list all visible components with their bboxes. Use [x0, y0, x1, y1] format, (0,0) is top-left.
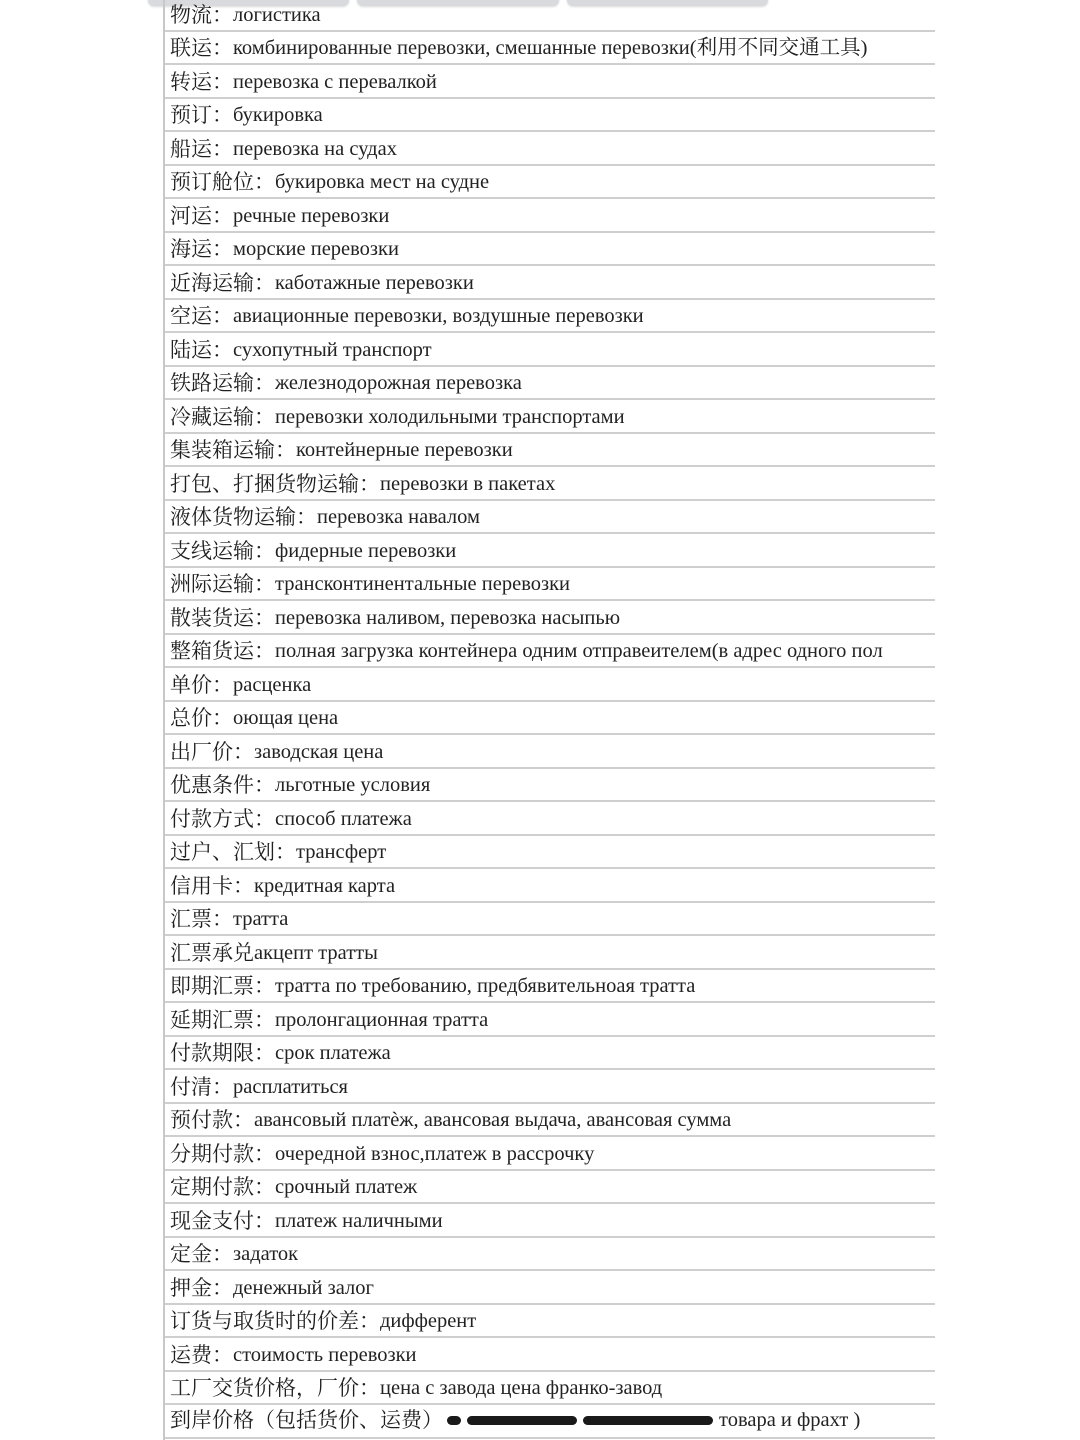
term-zh: 散装货运： — [170, 605, 275, 630]
glossary-row — [165, 1003, 935, 1037]
term-zh: 洲际运输： — [170, 572, 275, 596]
term-ru: фидерные перевозки — [275, 539, 457, 562]
term-ru: авиационные перевозки, воздушные перевозки — [233, 305, 644, 327]
term-ru: трансферт — [296, 841, 387, 863]
term-zh: 整箱货运： — [170, 639, 275, 663]
term-ru: тратта по требованию, предбявительноая тратта — [275, 975, 696, 997]
term-zh: 过户、汇划： — [170, 840, 296, 864]
glossary-row — [165, 400, 935, 434]
term-zh: 打包、打捆货物运输： — [170, 471, 380, 496]
term-zh: 单价： — [170, 672, 233, 697]
glossary-row — [165, 467, 935, 501]
term-zh: 集装箱运输： — [170, 438, 296, 462]
term-zh: 押金： — [170, 1275, 233, 1300]
glossary-row — [165, 1070, 935, 1104]
term-ru: расплатиться — [233, 1075, 348, 1098]
term-zh: 汇票： — [170, 907, 233, 931]
term-zh: 联运： — [170, 36, 233, 60]
term-zh: 付款期限： — [170, 1041, 275, 1065]
term-ru: способ платежа — [275, 807, 412, 830]
term-ru: денежный залог — [233, 1276, 374, 1299]
term-ru: дифферент — [380, 1310, 477, 1332]
term-zh: 预订舱位： — [170, 170, 275, 194]
term-ru: контейнерные перевозки — [296, 439, 513, 461]
term-zh: 出厂价： — [170, 739, 254, 764]
glossary-row — [165, 501, 935, 535]
term-ru: полная загрузка контейнера одним отправеителем(в адрес одного пол — [275, 640, 883, 662]
term-zh: 分期付款： — [170, 1141, 275, 1166]
term-ru: логистика — [233, 3, 321, 26]
term-ru: морские перевозки — [233, 238, 399, 260]
glossary-row — [165, 199, 935, 233]
glossary-row — [165, 1372, 935, 1406]
redaction-mark — [447, 1416, 461, 1425]
glossary-row — [165, 1137, 935, 1171]
term-zh: 运费： — [170, 1342, 233, 1367]
term-zh: 信用卡： — [170, 873, 254, 898]
term-zh: 空运： — [170, 304, 233, 328]
glossary-row — [165, 568, 935, 602]
glossary-row — [165, 1171, 935, 1205]
glossary-row — [165, 769, 935, 803]
term-zh: 定金： — [170, 1242, 233, 1266]
term-ru: каботажные перевозки — [275, 271, 474, 294]
glossary-row — [165, 233, 935, 267]
glossary-row — [165, 1271, 935, 1305]
term-ru: акцепт тратты — [254, 941, 378, 964]
term-ru: перевозки холодильными транспортами — [275, 405, 625, 428]
term-ru: комбинированные перевозки, смешанные перевозки(利用不同交通工具) — [233, 37, 868, 59]
term-ru: очередной взнос,платеж в рассрочку — [275, 1142, 595, 1165]
term-ru: букировка мест на судне — [275, 171, 490, 193]
term-ru: заводская цена — [254, 740, 384, 763]
term-ru: перевозка навалом — [317, 506, 480, 528]
term-zh: 预付款： — [170, 1108, 254, 1132]
glossary-row — [165, 99, 935, 133]
term-zh: 汇票承兑 — [170, 940, 254, 965]
term-ru: задаток — [233, 1243, 299, 1265]
glossary-row — [165, 1238, 935, 1272]
glossary-row — [165, 300, 935, 334]
term-ru: перевозки в пакетах — [380, 472, 556, 495]
term-zh: 定期付款： — [170, 1175, 275, 1199]
glossary-row — [165, 1338, 935, 1372]
glossary-row — [165, 903, 935, 937]
glossary-rows — [165, 0, 935, 1405]
glossary-row — [165, 702, 935, 736]
glossary-row — [165, 1305, 935, 1339]
term-ru: платеж наличными — [275, 1209, 443, 1232]
glossary-row — [165, 0, 935, 32]
term-zh: 河运： — [170, 203, 233, 228]
term-zh: 现金支付： — [170, 1208, 275, 1233]
term-zh: 付款方式： — [170, 806, 275, 831]
glossary-row — [165, 333, 935, 367]
glossary-row — [165, 367, 935, 401]
term-zh: 物流： — [170, 2, 233, 27]
term-zh: 转运： — [170, 69, 233, 94]
glossary-row — [165, 869, 935, 903]
term-zh: 铁路运输： — [170, 371, 275, 395]
term-zh: 近海运输： — [170, 270, 275, 295]
term-zh: 总价： — [170, 706, 233, 730]
term-ru: тратта — [233, 908, 289, 930]
glossary-row — [165, 132, 935, 166]
glossary-row — [165, 166, 935, 200]
term-ru: пролонгационная тратта — [275, 1008, 489, 1031]
glossary-row — [165, 65, 935, 99]
glossary-row — [165, 735, 935, 769]
term-zh: 优惠条件： — [170, 773, 275, 797]
term-ru: кредитная карта — [254, 874, 396, 897]
glossary-row — [165, 601, 935, 635]
term-zh: 海运： — [170, 237, 233, 261]
glossary-row — [165, 635, 935, 669]
term-zh: 支线运输： — [170, 538, 275, 563]
term-zh: 延期汇票： — [170, 1007, 275, 1032]
term-zh: 船运： — [170, 136, 233, 161]
glossary-row — [165, 1104, 935, 1138]
term-ru: оющая цена — [233, 707, 339, 729]
term-ru: сухопутный транспорт — [233, 338, 432, 361]
term-ru: перевозка с перевалкой — [233, 70, 437, 93]
term-ru: срок платежа — [275, 1042, 391, 1064]
redaction-mark — [583, 1416, 713, 1425]
term-zh: 到岸价格（包括货价、运费） — [170, 1407, 443, 1432]
term-ru: букировка — [233, 104, 323, 126]
term-ru: цена с завода цена франко-завод — [380, 1377, 663, 1399]
glossary-row — [165, 32, 935, 66]
term-ru: срочный платеж — [275, 1176, 418, 1198]
redaction-mark — [467, 1416, 577, 1425]
term-zh: 预订： — [170, 103, 233, 127]
glossary-row — [165, 836, 935, 870]
term-ru: расценка — [233, 673, 312, 696]
term-ru: трансконтинентальные перевозки — [275, 573, 571, 595]
term-ru: перевозка на судах — [233, 137, 397, 160]
term-zh: 工厂交货价格，厂价： — [170, 1376, 380, 1400]
term-ru: товара и фрахт ) — [719, 1408, 861, 1431]
term-ru: стоимость перевозки — [233, 1343, 417, 1366]
glossary-row — [165, 266, 935, 300]
glossary-row — [165, 970, 935, 1004]
glossary-row — [165, 434, 935, 468]
term-zh: 冷藏运输： — [170, 404, 275, 429]
term-zh: 陆运： — [170, 337, 233, 362]
term-zh: 付清： — [170, 1074, 233, 1099]
glossary-row — [165, 1037, 935, 1071]
glossary-row — [165, 668, 935, 702]
term-ru: железнодорожная перевозка — [275, 372, 522, 394]
glossary-row — [165, 802, 935, 836]
term-zh: 液体货物运输： — [170, 505, 317, 529]
term-zh: 订货与取货时的价差： — [170, 1309, 380, 1333]
term-ru: перевозка наливом, перевозка насыпью — [275, 606, 621, 629]
term-ru: авансовый платѐж, авансовая выдача, авансовая сумма — [254, 1109, 732, 1131]
glossary-table — [163, 0, 935, 1440]
glossary-row — [165, 1204, 935, 1238]
term-ru: речные перевозки — [233, 204, 390, 227]
term-ru: льготные условия — [275, 774, 431, 796]
glossary-row — [165, 936, 935, 970]
glossary-row — [165, 534, 935, 568]
term-zh: 即期汇票： — [170, 974, 275, 998]
glossary-row-last — [165, 1405, 935, 1439]
